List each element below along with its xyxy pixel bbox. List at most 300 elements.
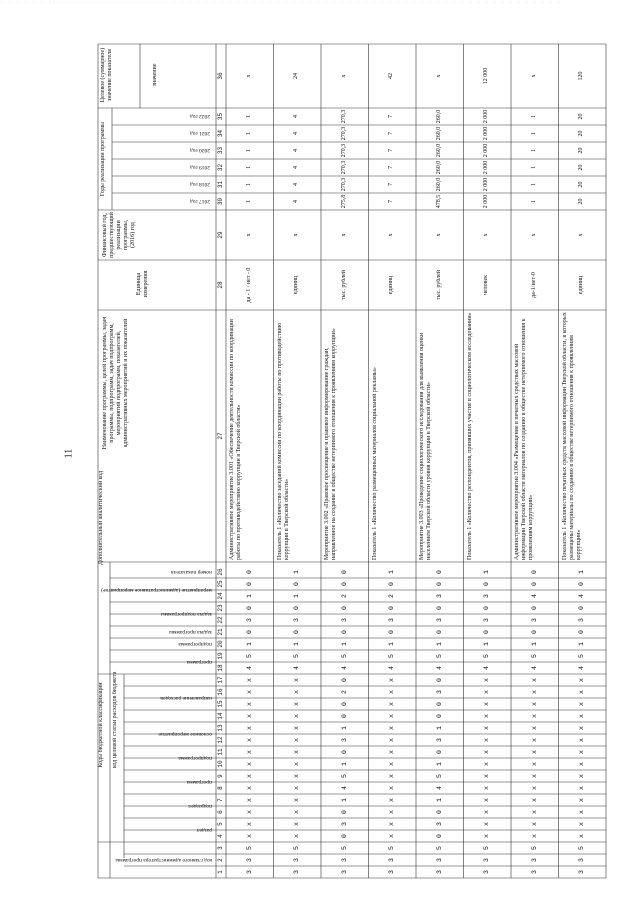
code-digit: x: [530, 714, 538, 718]
row-fin: x: [530, 233, 537, 237]
code-digit: 4: [578, 666, 586, 670]
code-digit: 5: [483, 654, 491, 658]
row-year-2: 270,3: [340, 177, 347, 192]
code-digit: x: [388, 774, 396, 778]
code-digit: 4: [578, 594, 586, 598]
code-digit: x: [483, 762, 491, 766]
code-digit: 3: [293, 870, 301, 874]
code-digit: 3: [388, 870, 396, 874]
code-digit: 3: [530, 618, 538, 622]
code-digit: 2: [340, 690, 348, 694]
code-digit: x: [578, 822, 586, 826]
code-digit: 0: [340, 570, 348, 574]
subheader-ac_task_podprog: задача подпрограммы: [160, 611, 212, 617]
row-year-4: 2 000: [483, 143, 490, 158]
row-target: x: [245, 74, 252, 78]
code-digit: 0: [293, 606, 301, 610]
code-digit: 4: [530, 666, 538, 670]
code-digit: x: [578, 702, 586, 706]
colnum-35: 35: [217, 112, 224, 121]
row-year-2: 1: [530, 183, 537, 186]
code-digit: x: [293, 714, 301, 718]
colnum-12: 12: [217, 736, 224, 744]
scan-artifact: · · · · · · ·· · · · · · · · · · · · · · · · · · · · · · · · · · · · · · · · · · · · · · · · · · · · · · · · · · · · · · · · · · · · · · · ·: [0, 0, 562, 6]
code-digit: x: [578, 690, 586, 694]
colnum-36: 36: [217, 72, 224, 80]
code-digit: x: [293, 786, 301, 790]
code-digit: x: [388, 762, 396, 766]
code-digit: x: [578, 810, 586, 814]
row-year-2: 4: [293, 183, 300, 186]
code-digit: x: [388, 714, 396, 718]
colnum-26: 26: [217, 568, 224, 576]
code-digit: 1: [388, 570, 396, 574]
row-target: 120: [578, 71, 585, 81]
subheader-kbk_podrazdel: подраздел: [188, 803, 212, 809]
row-fin: x: [435, 233, 442, 237]
code-digit: 5: [340, 654, 348, 658]
row-year-3: 1: [245, 166, 252, 169]
row-year-2: 260,0: [435, 177, 442, 192]
code-digit: 3: [530, 870, 538, 874]
code-digit: 0: [435, 606, 443, 610]
header-year-1: 2017 год: [190, 198, 210, 205]
code-digit: 3: [435, 690, 443, 694]
code-digit: x: [245, 702, 253, 706]
code-digit: 0: [245, 606, 253, 610]
row-fin: x: [340, 233, 347, 237]
row-year-4: 4: [293, 149, 300, 152]
code-digit: 4: [340, 666, 348, 670]
code-digit: 1: [293, 642, 301, 646]
subheader-kbk_gad: код главного администратора программы: [115, 857, 212, 863]
code-digit: 4: [388, 666, 396, 670]
code-digit: x: [293, 678, 301, 682]
row-year-3: 7: [388, 166, 395, 169]
row-year-3: 270,3: [340, 160, 347, 175]
code-digit: 5: [293, 846, 301, 850]
colnum-16: 16: [217, 688, 224, 696]
subheader-csr_podprog: подпрограмма: [178, 755, 212, 761]
code-digit: 5: [435, 846, 443, 850]
colnum-18: 18: [217, 664, 224, 672]
code-digit: 3: [483, 618, 491, 622]
code-digit: 1: [340, 798, 348, 802]
header-year-2: 2018 год: [190, 181, 210, 188]
header-target-value: значение: [152, 63, 158, 87]
code-digit: 4: [483, 666, 491, 670]
code-digit: x: [483, 750, 491, 754]
code-digit: x: [530, 738, 538, 742]
code-digit: 4: [293, 666, 301, 670]
row-year-6: 1: [245, 115, 252, 118]
subheader-ac_podprog: подпрограмма: [178, 641, 212, 647]
code-digit: x: [483, 726, 491, 730]
colnum-11: 11: [217, 748, 224, 756]
code-digit: x: [388, 810, 396, 814]
header-kbk: Коды бюджетной классификации: [98, 682, 104, 768]
code-digit: 0: [435, 750, 443, 754]
code-digit: x: [578, 750, 586, 754]
row-name: Мероприятие 3.002 «Правовое просвещение и правовое информирование граждан, направленное на создание в обществе нетерпимого отношения к проявлениям коррупции»: [324, 328, 337, 560]
row-name: Показатель 1 «Количество печатных средств массовой информации Тверской области, в которых размещены материалы по созданию в обществе нетерпимого отношения к проявлениям коррупции»: [561, 312, 582, 560]
row-name: Административное мероприятие 3.004 «Размещение в печатных средствах массовой информации Тверской области материалов по созданию в обществе нетерпимого отношения к проявлениям коррупции»: [514, 318, 534, 560]
row-target: 24: [293, 73, 300, 79]
code-digit: x: [530, 726, 538, 730]
header-fin-year: Финансовый год, предшествующий реализации программы, (2016) год: [102, 212, 136, 258]
code-digit: 5: [388, 654, 396, 658]
subheader-ac_prog: программа: [186, 659, 212, 665]
row-year-3: 1: [530, 166, 537, 169]
colnum-22: 22: [217, 616, 224, 624]
row-year-5: 270,3: [340, 126, 347, 141]
code-digit: x: [578, 774, 586, 778]
colnum-10: 10: [217, 760, 224, 768]
code-digit: 5: [293, 654, 301, 658]
code-digit: x: [483, 786, 491, 790]
colnum-6: 6: [217, 810, 224, 814]
rotated-table-stage: [96, 42, 608, 880]
code-digit: 4: [340, 786, 348, 790]
code-digit: 0: [435, 714, 443, 718]
row-unit: да-1/нет-0: [530, 272, 537, 298]
colnum-1: 1: [217, 870, 224, 874]
code-digit: x: [530, 786, 538, 790]
code-digit: x: [530, 750, 538, 754]
colnum-17: 17: [217, 676, 224, 684]
header-year-3: 2019 год: [190, 164, 210, 171]
code-digit: x: [578, 786, 586, 790]
row-year-4: 260,0: [435, 143, 442, 158]
row-year-6: 2 000: [483, 109, 490, 124]
code-digit: 0: [483, 606, 491, 610]
code-digit: 3: [435, 738, 443, 742]
code-digit: 0: [578, 582, 586, 586]
row-year-6: 260,0: [435, 109, 442, 124]
code-digit: 1: [293, 570, 301, 574]
code-digit: 1: [340, 642, 348, 646]
code-digit: 3: [435, 858, 443, 862]
code-digit: x: [578, 714, 586, 718]
row-year-1: 20: [578, 198, 585, 205]
code-digit: 3: [435, 870, 443, 874]
code-digit: 3: [245, 870, 253, 874]
code-digit: 1: [435, 726, 443, 730]
code-digit: 0: [293, 630, 301, 634]
row-unit: единиц: [293, 275, 300, 295]
code-digit: x: [578, 738, 586, 742]
code-digit: 0: [435, 834, 443, 838]
colnum-33: 33: [217, 146, 224, 155]
code-digit: 5: [530, 654, 538, 658]
row-year-3: 20: [578, 164, 585, 171]
code-digit: 1: [578, 642, 586, 646]
code-digit: 5: [340, 846, 348, 850]
code-digit: 0: [245, 570, 253, 574]
code-digit: 1: [483, 642, 491, 646]
subheader-ac_mero: мероприятие (административное мероприятие): [101, 587, 212, 593]
code-digit: x: [530, 678, 538, 682]
row-unit: единиц: [578, 275, 585, 295]
row-year-1: 275,8: [340, 194, 347, 209]
code-digit: x: [245, 678, 253, 682]
row-year-5: 2 000: [483, 126, 490, 141]
code-digit: 0: [388, 630, 396, 634]
code-digit: 0: [578, 606, 586, 610]
code-digit: x: [483, 810, 491, 814]
code-digit: 3: [483, 594, 491, 598]
code-digit: 3: [340, 738, 348, 742]
row-year-5: 4: [293, 132, 300, 135]
code-digit: 1: [340, 762, 348, 766]
code-digit: x: [245, 690, 253, 694]
row-year-4: 7: [388, 149, 395, 152]
colnum-13: 13: [217, 724, 224, 732]
code-digit: 0: [530, 630, 538, 634]
code-digit: 5: [435, 774, 443, 778]
colnum-32: 32: [217, 163, 224, 172]
code-digit: 0: [435, 570, 443, 574]
code-digit: x: [530, 702, 538, 706]
row-year-4: 1: [245, 149, 252, 152]
row-target: x: [435, 74, 442, 78]
colnum-2: 2: [217, 858, 224, 862]
code-digit: x: [483, 690, 491, 694]
code-digit: 4: [435, 786, 443, 790]
code-digit: x: [293, 810, 301, 814]
code-digit: x: [483, 822, 491, 826]
code-digit: 1: [245, 594, 253, 598]
code-digit: 0: [293, 582, 301, 586]
code-digit: 0: [340, 750, 348, 754]
code-digit: 3: [483, 870, 491, 874]
code-digit: x: [578, 798, 586, 802]
code-digit: x: [483, 678, 491, 682]
header-addcode: Дополнительный аналитический код: [98, 470, 104, 566]
code-digit: x: [245, 810, 253, 814]
code-digit: x: [293, 822, 301, 826]
code-digit: x: [388, 798, 396, 802]
code-digit: 0: [340, 606, 348, 610]
code-digit: x: [245, 822, 253, 826]
row-year-1: 1: [530, 200, 537, 203]
code-digit: 1: [245, 642, 253, 646]
colnum-19: 19: [217, 652, 224, 660]
code-digit: x: [245, 738, 253, 742]
row-year-6: 20: [578, 113, 585, 120]
code-digit: x: [388, 750, 396, 754]
code-digit: x: [530, 690, 538, 694]
code-digit: x: [293, 762, 301, 766]
colnum-23: 23: [217, 604, 224, 612]
code-digit: x: [483, 714, 491, 718]
code-digit: x: [293, 726, 301, 730]
colnum-3: 3: [217, 846, 224, 850]
code-digit: 0: [530, 570, 538, 574]
code-digit: 2: [340, 594, 348, 598]
colnum-14: 14: [217, 712, 224, 720]
code-digit: x: [530, 810, 538, 814]
code-digit: x: [388, 738, 396, 742]
row-year-2: 2 000: [483, 177, 490, 192]
row-fin: x: [293, 233, 300, 237]
code-digit: x: [293, 798, 301, 802]
code-digit: x: [388, 834, 396, 838]
code-digit: 0: [340, 834, 348, 838]
code-digit: 3: [293, 618, 301, 622]
code-digit: 1: [388, 642, 396, 646]
code-digit: 3: [435, 618, 443, 622]
colnum-27: 27: [217, 432, 224, 440]
code-digit: 0: [245, 582, 253, 586]
colnum-30: 30: [217, 197, 224, 206]
subheader-csr_prog: программа: [186, 779, 212, 785]
code-digit: x: [483, 834, 491, 838]
header-kbk-csr: код целевой статьи расходов бюджета: [112, 671, 118, 769]
row-unit: тыс. рублей: [340, 270, 347, 300]
code-digit: 3: [245, 618, 253, 622]
row-year-2: 1: [245, 183, 252, 186]
code-digit: 1: [293, 594, 301, 598]
code-digit: 5: [435, 654, 443, 658]
header-year-5: 2021 год: [190, 130, 210, 137]
code-digit: x: [245, 774, 253, 778]
row-year-1: 2 000: [483, 194, 490, 209]
colnum-8: 8: [217, 786, 224, 790]
code-digit: x: [245, 786, 253, 790]
row-year-5: 260,0: [435, 126, 442, 141]
colnum-21: 21: [217, 628, 224, 636]
code-digit: 1: [435, 762, 443, 766]
colnum-31: 31: [217, 180, 224, 189]
row-target: 12 000: [483, 67, 490, 85]
header-name: Наименование программы, целей программы, задач программы, подпрограмм, задач подпрограмм, мероприятий подпрограмм, показателей, административных мероприятий и их показателей: [102, 316, 129, 450]
code-digit: x: [245, 834, 253, 838]
row-year-6: 4: [293, 115, 300, 118]
code-digit: 3: [435, 594, 443, 598]
code-digit: 0: [483, 630, 491, 634]
code-digit: x: [578, 726, 586, 730]
code-digit: 3: [245, 858, 253, 862]
row-year-5: 20: [578, 130, 585, 137]
row-unit: да - 1 / нет - 0: [245, 267, 252, 303]
subheader-ac_num: номер показателя: [171, 569, 212, 575]
code-digit: 3: [340, 858, 348, 862]
colnum-5: 5: [217, 822, 224, 826]
code-digit: 0: [340, 678, 348, 682]
code-digit: 0: [340, 810, 348, 814]
code-digit: x: [578, 762, 586, 766]
header-year-6: 2022 год: [190, 113, 210, 120]
code-digit: 3: [340, 870, 348, 874]
colnum-34: 34: [217, 129, 224, 138]
code-digit: x: [293, 702, 301, 706]
code-digit: x: [530, 834, 538, 838]
page-number: 11: [63, 448, 75, 459]
code-digit: 1: [340, 726, 348, 730]
code-digit: 0: [340, 582, 348, 586]
row-name: Показатель 1 «Количество респондентов, принявших участие в социологическом исследовании»: [466, 312, 473, 560]
code-digit: 3: [483, 858, 491, 862]
row-name: Административное мероприятие 3.001 «Обеспечение деятельности комиссии по координации работы по противодействию коррупции в Тверской области»: [229, 319, 242, 560]
code-digit: x: [578, 834, 586, 838]
code-digit: 0: [530, 606, 538, 610]
code-digit: 0: [530, 582, 538, 586]
code-digit: x: [483, 798, 491, 802]
colnum-24: 24: [217, 592, 224, 600]
code-digit: x: [293, 738, 301, 742]
code-digit: x: [388, 822, 396, 826]
row-year-4: 1: [530, 149, 537, 152]
code-digit: 0: [340, 630, 348, 634]
code-digit: x: [530, 798, 538, 802]
subheader-kbk_razdel: раздел: [196, 827, 212, 833]
code-digit: 0: [388, 582, 396, 586]
row-name: Показатель 1 «Количество заседаний комиссии по координации работы по противодействию коррупции в Тверской области»: [276, 322, 290, 560]
code-digit: x: [530, 762, 538, 766]
row-unit: единиц: [388, 275, 395, 295]
code-digit: 4: [530, 594, 538, 598]
row-year-4: 20: [578, 147, 585, 154]
colnum-7: 7: [217, 798, 224, 802]
code-digit: x: [578, 678, 586, 682]
row-year-2: 7: [388, 183, 395, 186]
code-digit: x: [293, 774, 301, 778]
code-digit: 5: [530, 846, 538, 850]
code-digit: x: [388, 702, 396, 706]
row-year-5: 1: [245, 132, 252, 135]
code-digit: 3: [578, 618, 586, 622]
code-digit: 2: [388, 594, 396, 598]
code-digit: 3: [435, 822, 443, 826]
row-target: x: [340, 74, 347, 78]
row-year-2: 20: [578, 181, 585, 188]
code-digit: 0: [340, 702, 348, 706]
row-fin: x: [388, 233, 395, 237]
row-year-6: 1: [530, 115, 537, 118]
code-digit: x: [388, 690, 396, 694]
budget-program-table: [96, 42, 608, 880]
header-unit: Единица измерения: [136, 270, 149, 298]
code-digit: x: [245, 750, 253, 754]
code-digit: x: [293, 834, 301, 838]
code-digit: x: [245, 714, 253, 718]
code-digit: 1: [530, 642, 538, 646]
code-digit: 5: [245, 846, 253, 850]
code-digit: x: [245, 762, 253, 766]
code-digit: 0: [483, 582, 491, 586]
subheader-csr_osn: основное мероприятие: [158, 731, 212, 737]
code-digit: x: [388, 678, 396, 682]
subheader-csr_napr: направление расходов: [160, 695, 212, 701]
code-digit: 0: [435, 810, 443, 814]
code-digit: 5: [388, 846, 396, 850]
row-year-1: 1: [245, 200, 252, 203]
code-digit: 4: [435, 666, 443, 670]
code-digit: 0: [435, 630, 443, 634]
code-digit: 3: [530, 858, 538, 862]
code-digit: 1: [435, 798, 443, 802]
code-digit: x: [483, 738, 491, 742]
row-fin: x: [483, 233, 490, 237]
code-digit: 3: [388, 618, 396, 622]
code-digit: 5: [245, 654, 253, 658]
code-digit: x: [483, 702, 491, 706]
code-digit: 3: [578, 858, 586, 862]
code-digit: 1: [578, 570, 586, 574]
code-digit: 5: [578, 654, 586, 658]
row-year-3: 4: [293, 166, 300, 169]
